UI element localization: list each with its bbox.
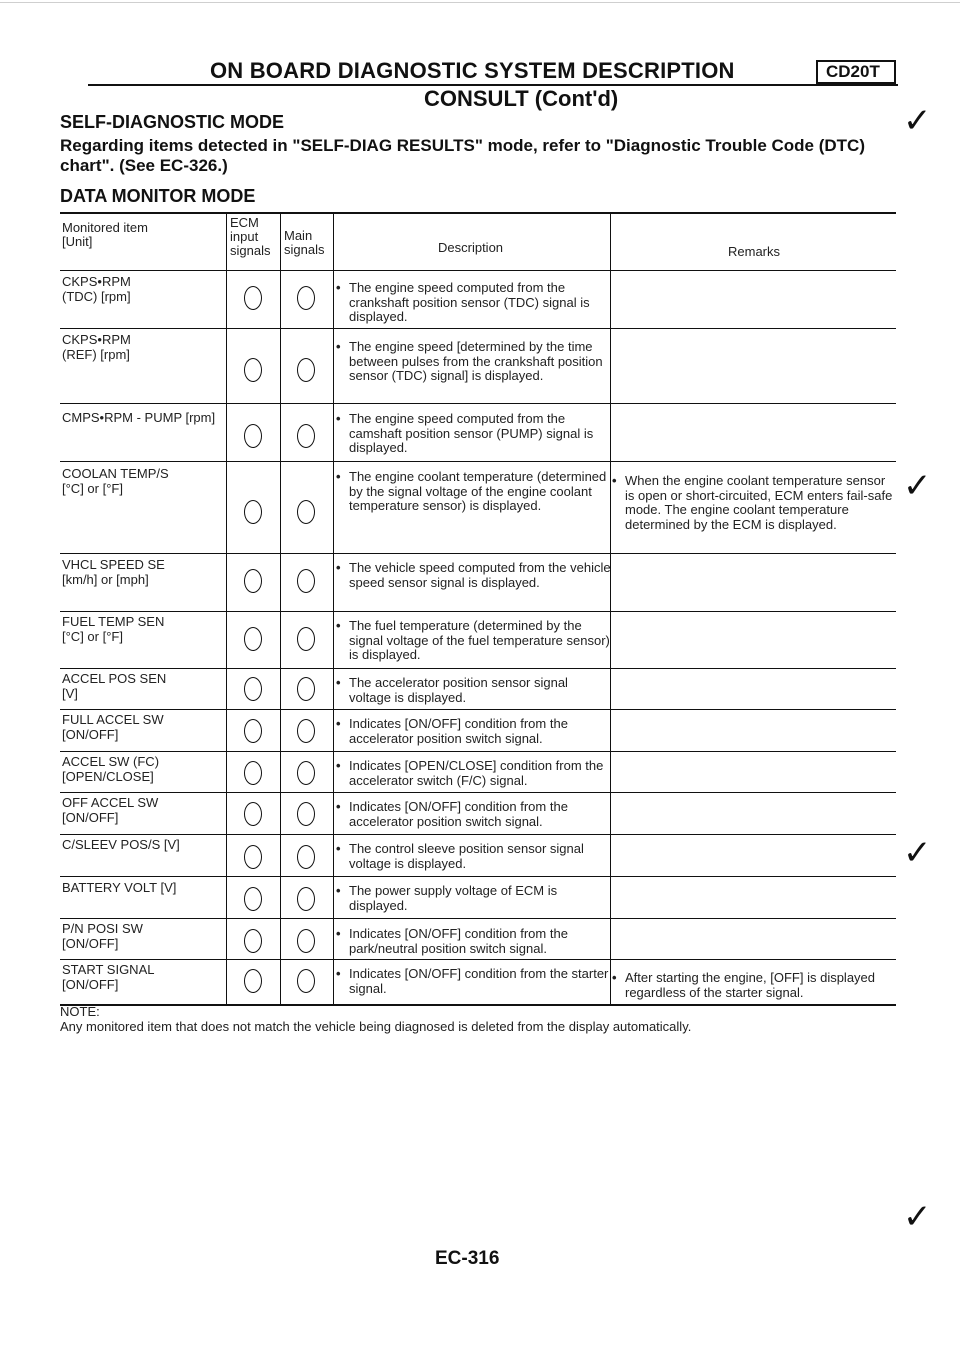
row-separator — [60, 959, 896, 960]
row-description: • The engine speed computed from the camshaft position sensor (PUMP) signal is displayed. — [336, 411, 594, 455]
row-item-start-signal: START SIGNAL [ON/OFF] — [62, 962, 155, 992]
row-description: • The engine coolant temperature (determined by the signal voltage of the engine coolant temperature sensor) is displayed. — [336, 469, 607, 513]
main-signal-circle-mark — [297, 424, 315, 448]
row-separator — [60, 709, 896, 710]
page-top-edge — [0, 2, 960, 3]
ecm-input-circle-mark — [244, 719, 262, 743]
row-description: • The fuel temperature (determined by the signal voltage of the fuel temperature sensor) is displayed. — [336, 618, 610, 662]
ecm-input-circle-mark — [244, 761, 262, 785]
row-separator — [60, 403, 896, 404]
col-divider-desc — [333, 212, 334, 1006]
checkmark-icon: ✓ — [903, 102, 932, 140]
row-item-pn-posi: P/N POSI SW [ON/OFF] — [62, 921, 143, 951]
ecm-input-circle-mark — [244, 677, 262, 701]
main-signal-circle-mark — [297, 677, 315, 701]
ecm-input-circle-mark — [244, 969, 262, 993]
row-separator — [60, 328, 896, 329]
main-signal-circle-mark — [297, 802, 315, 826]
row-separator — [60, 876, 896, 877]
col-header-description: Description — [438, 240, 504, 255]
col-header-remarks: Remarks — [728, 244, 781, 259]
main-signal-circle-mark — [297, 569, 315, 593]
table-note — [60, 1004, 920, 1034]
ecm-input-circle-mark — [244, 424, 262, 448]
row-item-ckps-ref: CKPS•RPM (REF) [rpm] — [62, 332, 131, 362]
ecm-input-circle-mark — [244, 286, 262, 310]
row-separator — [60, 918, 896, 919]
main-signal-circle-mark — [297, 969, 315, 993]
row-item-off-accel: OFF ACCEL SW [ON/OFF] — [62, 795, 159, 825]
main-signal-circle-mark — [297, 929, 315, 953]
row-item-ckps-tdc: CKPS•RPM (TDC) [rpm] — [62, 274, 131, 304]
note-text: Any monitored item that does not match the vehicle being diagnosed is deleted from the display automatically. — [60, 1019, 692, 1034]
col-divider-main — [280, 212, 281, 1006]
col-divider-ecm — [226, 212, 227, 1006]
ecm-input-circle-mark — [244, 569, 262, 593]
ecm-input-circle-mark — [244, 929, 262, 953]
row-separator — [60, 668, 896, 669]
row-description: • Indicates [ON/OFF] condition from the starter signal. — [336, 966, 609, 996]
self-diag-text: Regarding items detected in "SELF-DIAG RESULTS" mode, refer to "Diagnostic Trouble Code (DTC) chart". (See EC-326.) — [60, 136, 865, 175]
ecm-input-circle-mark — [244, 845, 262, 869]
row-separator — [60, 270, 896, 271]
row-description: • The engine speed computed from the crankshaft position sensor (TDC) signal is displayed. — [336, 280, 590, 324]
row-description: • The engine speed [determined by the time between pulses from the crankshaft position sensor (TDC) signal] is displayed. — [336, 339, 603, 383]
col-header-main: Main signals — [284, 228, 325, 257]
engine-code-badge: CD20T — [816, 60, 896, 84]
page-number: EC-316 — [435, 1248, 500, 1269]
row-description: • The accelerator position sensor signal voltage is displayed. — [336, 675, 568, 705]
row-separator — [60, 792, 896, 793]
self-diag-heading: SELF-DIAGNOSTIC MODE — [60, 112, 284, 132]
row-item-coolant-temp: COOLAN TEMP/S [°C] or [°F] — [62, 466, 169, 496]
main-signal-circle-mark — [297, 500, 315, 524]
row-description: • Indicates [OPEN/CLOSE] condition from the accelerator switch (F/C) signal. — [336, 758, 604, 788]
row-description: • Indicates [ON/OFF] condition from the accelerator position switch signal. — [336, 716, 568, 746]
row-item-cmps-pump: CMPS•RPM - PUMP [rpm] — [62, 410, 216, 425]
row-remarks: • After starting the engine, [OFF] is displayed regardless of the starter signal. — [612, 970, 876, 1000]
row-item-vehicle-speed: VHCL SPEED SE [km/h] or [mph] — [62, 557, 165, 587]
main-signal-circle-mark — [297, 845, 315, 869]
note-label: NOTE: — [60, 1004, 100, 1019]
row-item-fuel-temp: FUEL TEMP SEN [°C] or [°F] — [62, 614, 165, 644]
row-description: • The vehicle speed computed from the vehicle speed sensor signal is displayed. — [336, 560, 611, 590]
main-signal-circle-mark — [297, 358, 315, 382]
checkmark-icon: ✓ — [903, 1198, 932, 1236]
ecm-input-circle-mark — [244, 500, 262, 524]
row-item-accel-sw-fc: ACCEL SW (FC) [OPEN/CLOSE] — [62, 754, 160, 784]
row-separator — [60, 751, 896, 752]
row-separator — [60, 553, 896, 554]
main-signal-circle-mark — [297, 286, 315, 310]
row-separator — [60, 461, 896, 462]
ecm-input-circle-mark — [244, 358, 262, 382]
main-signal-circle-mark — [297, 627, 315, 651]
main-signal-circle-mark — [297, 761, 315, 785]
ecm-input-circle-mark — [244, 627, 262, 651]
row-description: • The control sleeve position sensor signal voltage is displayed. — [336, 841, 584, 871]
row-item-full-accel: FULL ACCEL SW [ON/OFF] — [62, 712, 164, 742]
col-header-ecm: ECM input signals — [230, 215, 271, 258]
main-signal-circle-mark — [297, 887, 315, 911]
row-item-control-sleeve: C/SLEEV POS/S [V] — [62, 837, 180, 852]
row-item-accel-pos: ACCEL POS SEN [V] — [62, 671, 167, 701]
ecm-input-circle-mark — [244, 802, 262, 826]
row-remarks: • When the engine coolant temperature sensor is open or short-circuited, ECM enters fail-safe mode. The engine coolant temperature determined by the ECM is displayed. — [612, 473, 893, 532]
col-header-item: Monitored item [Unit] — [62, 220, 148, 249]
checkmark-icon: ✓ — [903, 467, 932, 505]
checkmark-icon: ✓ — [903, 834, 932, 872]
main-signal-circle-mark — [297, 719, 315, 743]
row-item-battery-volt: BATTERY VOLT [V] — [62, 880, 177, 895]
row-separator — [60, 834, 896, 835]
data-monitor-heading: DATA MONITOR MODE — [60, 186, 256, 206]
ecm-input-circle-mark — [244, 887, 262, 911]
page-title: ON BOARD DIAGNOSTIC SYSTEM DESCRIPTION — [210, 58, 735, 83]
row-description: • The power supply voltage of ECM is displayed. — [336, 883, 558, 913]
table-top-border — [60, 212, 896, 214]
row-description: • Indicates [ON/OFF] condition from the accelerator position switch signal. — [336, 799, 568, 829]
row-description: • Indicates [ON/OFF] condition from the park/neutral position switch signal. — [336, 926, 568, 956]
row-separator — [60, 611, 896, 612]
page-subtitle: CONSULT (Cont'd) — [424, 86, 619, 111]
